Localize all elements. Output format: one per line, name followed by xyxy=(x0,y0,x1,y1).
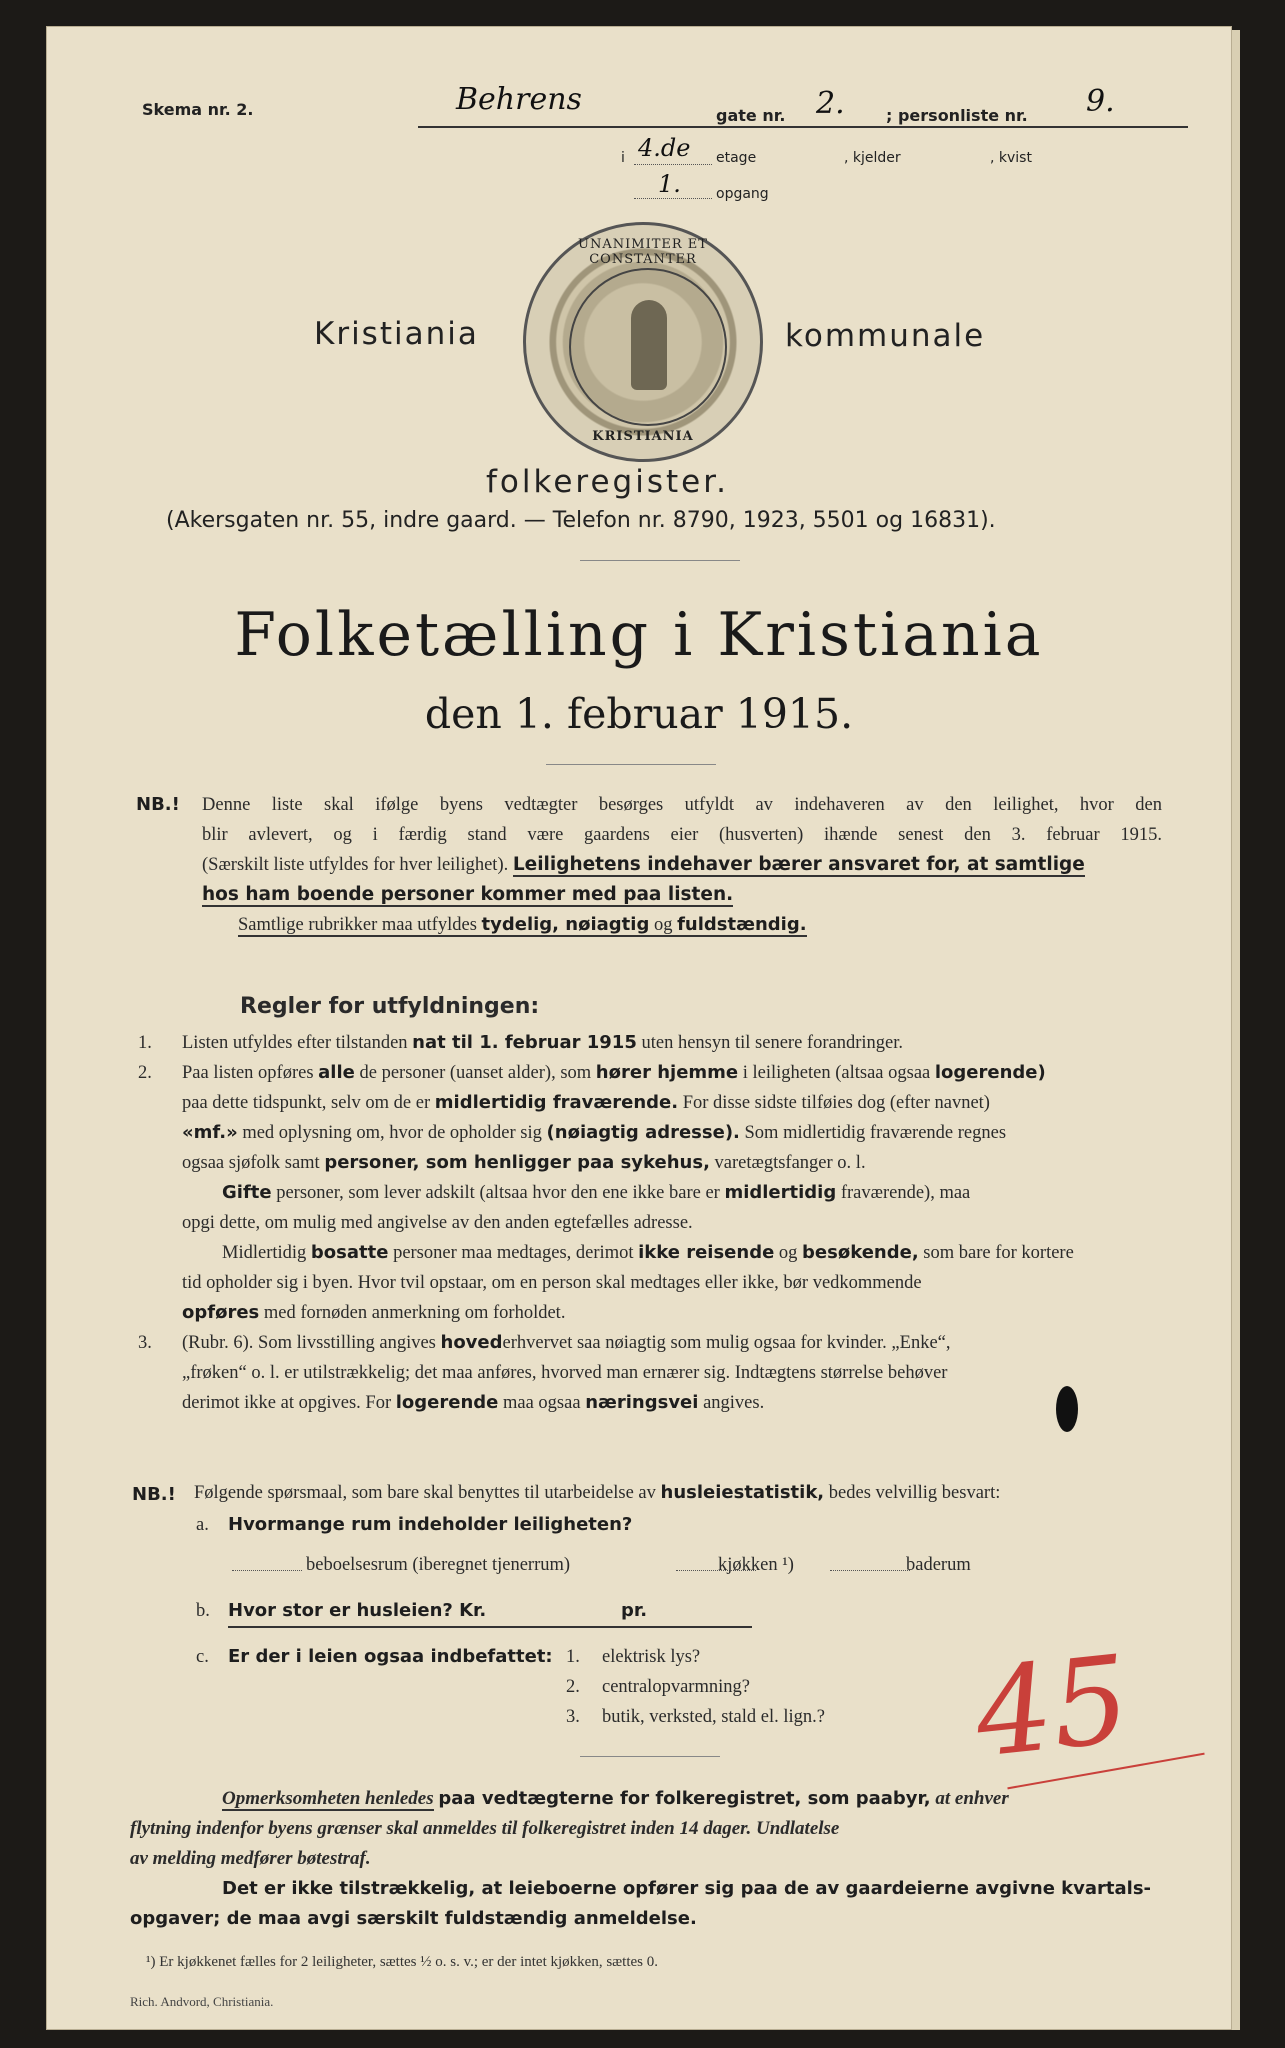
notice-bold: paa vedtægterne for folkeregistret, som paabyr, xyxy=(438,1788,931,1809)
nb1-instruction xyxy=(238,915,807,937)
nb1-label: NB.! xyxy=(136,794,180,815)
rule-emphasis: midlertidig fraværende. xyxy=(434,1092,679,1113)
c-item xyxy=(566,1642,825,1672)
nb2-intro xyxy=(194,1478,1000,1508)
nb2-label: NB.! xyxy=(132,1484,176,1505)
rule-text: maa ogsaa xyxy=(503,1393,581,1413)
c-item-text: elektrisk lys? xyxy=(602,1647,701,1667)
rule-emphasis: hører hjemme xyxy=(595,1062,739,1083)
rule-2-line-4 xyxy=(138,1148,1168,1178)
skema-label: Skema nr. 2. xyxy=(142,100,254,119)
nb1-line: Denne liste skal ifølge byens vedtægter besørges utfyldt av indehaveren av den leilighet, hvor den xyxy=(202,795,1162,815)
rule-emphasis: logerende xyxy=(395,1392,499,1413)
separator xyxy=(546,764,716,765)
street-handwritten: Behrens xyxy=(456,82,582,117)
c-item-text: centralopvarmning? xyxy=(602,1677,750,1697)
gate-label: gate nr. xyxy=(716,106,786,125)
rule-text: Listen utfyldes efter tilstanden xyxy=(182,1033,408,1053)
question-c: Er der i leien ogsaa indbefattet: xyxy=(228,1646,553,1667)
question-b: Hvor stor er husleien? Kr. xyxy=(228,1600,487,1621)
nb1-line: blir avlevert, og i færdig stand være gaardens eier (husverten) ihænde senest den 3. februar 1915. xyxy=(202,825,1162,845)
nb2-emphasis: husleiestatistik, xyxy=(660,1482,825,1503)
rule-text: angives. xyxy=(703,1393,765,1413)
notice-p2-line-1: Det er ikke tilstrækkelig, at leieboerne opfører sig paa de av gaardeierne avgivne kvartals- xyxy=(222,1878,1152,1899)
personliste-number: 9. xyxy=(1086,84,1115,119)
org-left: Kristiania xyxy=(314,316,479,352)
etage-handwritten: 4.de xyxy=(638,134,691,162)
kristiania-seal xyxy=(523,222,763,462)
rule-text: personer maa medtages, derimot xyxy=(393,1243,634,1263)
rent-underline xyxy=(228,1626,752,1628)
rule-emphasis: personer, som henligger paa sykehus, xyxy=(324,1152,710,1173)
ink-blot xyxy=(1056,1386,1078,1432)
rule-2-line-2 xyxy=(138,1088,1168,1118)
notice-line-1 xyxy=(130,1784,1170,1814)
rule-text: erhvervet saa nøiagtig som mulig ogsaa for kvinder. „Enke“, xyxy=(502,1333,951,1353)
a-beboelse: beboelsesrum (iberegnet tjenerrum) xyxy=(306,1555,571,1575)
rule-2-line-7 xyxy=(138,1238,1168,1268)
c-item xyxy=(566,1702,825,1732)
rule-emphasis: logerende) xyxy=(934,1062,1046,1083)
nb1-text-span: og xyxy=(653,915,673,935)
printer-imprint: Rich. Andvord, Christiania. xyxy=(130,1994,274,2009)
rule-2-line-1 xyxy=(138,1058,1168,1088)
rule-text: i leiligheten (altsaa ogsaa xyxy=(742,1063,931,1083)
rule-emphasis: besøkende, xyxy=(802,1242,919,1263)
page-subtitle: den 1. februar 1915. xyxy=(424,690,854,738)
rule-text: med fornøden anmerkning om forholdet. xyxy=(263,1303,566,1323)
nb2-text: bedes velvillig besvart: xyxy=(828,1483,1001,1503)
footnote: ¹) Er kjøkkenet fælles for 2 leiligheter, sættes ½ o. s. v.; er der intet kjøkken, sættes 0. xyxy=(146,1954,658,1970)
red-handwritten-mark: 45 xyxy=(969,1630,1136,1785)
rule-emphasis: (nøiagtig adresse). xyxy=(546,1122,740,1143)
seal-figure-icon xyxy=(631,300,667,390)
seal-emblem xyxy=(569,268,727,426)
notice xyxy=(130,1784,1170,1934)
rule-3-line-1 xyxy=(138,1328,1168,1358)
question-b-pr: pr. xyxy=(621,1600,648,1621)
rule-text: (Rubr. 6). Som livsstilling angives xyxy=(182,1333,436,1353)
rule-2-line-8: tid opholder sig i byen. Hvor tvil opstaar, om en person skal medtages eller ikke, bør vedkommende xyxy=(182,1273,922,1293)
a-baderum-dotline xyxy=(830,1570,910,1571)
rule-text: fraværende), maa xyxy=(840,1183,971,1203)
rule-number: 1. xyxy=(138,1033,152,1053)
rule-text: personer, som lever adskilt (altsaa hvor den ene ikke bare er xyxy=(276,1183,720,1203)
census-form-page xyxy=(46,26,1232,2030)
rule-3-line-2: „frøken“ o. l. er utilstrækkelig; det maa anføres, hvorved man ernærer sig. Indtægtens størrelse behøver xyxy=(182,1363,948,1383)
nb1-emphasis: Leilighetens indehaver bærer ansvaret for, at samtlige xyxy=(512,854,1085,875)
rule-text: For disse sidste tilføies dog (efter navnet) xyxy=(682,1093,990,1113)
rule-text: og xyxy=(778,1243,798,1263)
a-kjokken: kjøkken ¹) xyxy=(718,1555,794,1575)
nb1-line-3 xyxy=(202,850,1162,880)
org-register: folkeregister. xyxy=(486,464,729,500)
rule-emphasis: næringsvei xyxy=(585,1392,699,1413)
question-b-letter: b. xyxy=(196,1601,210,1621)
rule-text: som bare for kortere xyxy=(923,1243,1074,1263)
personliste-label: ; personliste nr. xyxy=(886,106,1028,125)
org-right: kommunale xyxy=(785,318,986,354)
rule-text: paa dette tidspunkt, selv om de er xyxy=(182,1093,431,1113)
nb1-emphasis: hos ham boende personer kommer med paa listen. xyxy=(202,884,734,905)
separator xyxy=(580,560,740,561)
i-label: i xyxy=(621,150,625,166)
rule-number: 2. xyxy=(138,1063,152,1083)
c-item-text: butik, verksted, stald el. lign.? xyxy=(602,1707,825,1727)
separator xyxy=(580,1756,720,1757)
rule-text: derimot ikke at opgives. For xyxy=(182,1393,392,1413)
rule-emphasis: nat til 1. februar 1915 xyxy=(412,1032,637,1053)
c-item-number: 2. xyxy=(566,1677,580,1697)
rule-emphasis: hoved xyxy=(440,1332,503,1353)
rule-2-line-9 xyxy=(138,1298,1168,1328)
nb1-emphasis: fuldstændig. xyxy=(677,914,807,935)
etage-label: etage xyxy=(716,150,757,166)
a-baderum: baderum xyxy=(906,1555,971,1575)
opgang-handwritten: 1. xyxy=(658,170,681,198)
c-item xyxy=(566,1672,825,1702)
rule-emphasis: alle xyxy=(318,1062,355,1083)
kjelder-label: , kjelder xyxy=(844,150,901,166)
notice-line-2: flytning indenfor byens grænser skal anmeldes til folkeregistret inden 14 dager. Undlatelse xyxy=(130,1818,840,1839)
seal-text-bottom: KRISTIANIA xyxy=(592,429,694,444)
nb2-text: Følgende spørsmaal, som bare skal benyttes til utarbeidelse av xyxy=(194,1483,656,1503)
gate-number: 2. xyxy=(816,86,845,121)
rule-text: Midlertidig xyxy=(222,1243,307,1263)
nb1-emphasis: tydelig, nøiagtig xyxy=(481,914,650,935)
rule-emphasis: ikke reisende xyxy=(638,1242,775,1263)
rule-text: de personer (uanset alder), som xyxy=(359,1063,592,1083)
rule-1 xyxy=(138,1028,1168,1058)
kvist-label: , kvist xyxy=(990,150,1032,166)
opgang-label: opgang xyxy=(716,186,769,202)
rule-emphasis: «mf.» xyxy=(182,1122,238,1143)
rule-text: Paa listen opføres xyxy=(182,1063,314,1083)
rule-emphasis: Gifte xyxy=(222,1182,272,1203)
question-a: Hvormange rum indeholder leiligheten? xyxy=(228,1514,633,1535)
rule-text: med oplysning om, hvor de opholder sig xyxy=(242,1123,542,1143)
notice-p2-line-2: opgaver; de maa avgi særskilt fuldstændig anmeldelse. xyxy=(130,1908,697,1929)
question-c-items xyxy=(566,1642,825,1732)
rule-2-line-3 xyxy=(138,1118,1168,1148)
rule-emphasis: midlertidig xyxy=(724,1182,837,1203)
rule-emphasis: bosatte xyxy=(310,1242,389,1263)
rule-3-line-3 xyxy=(138,1388,1168,1418)
etage-dotline xyxy=(634,164,712,165)
rule-text: Som midlertidig fraværende regnes xyxy=(744,1123,1007,1143)
rule-text: ogsaa sjøfolk samt xyxy=(182,1153,320,1173)
nb1-line-4 xyxy=(202,880,1162,910)
header-underline xyxy=(418,126,1188,128)
notice-line-3: av melding medfører bøtestraf. xyxy=(130,1848,371,1869)
rules-heading: Regler for utfyldningen: xyxy=(240,994,540,1019)
rule-2-line-6: opgi dette, om mulig med angivelse av den anden egtefælles adresse. xyxy=(182,1213,693,1233)
nb1-line-5 xyxy=(202,910,1162,940)
opgang-dotline xyxy=(634,198,712,199)
nb1-text xyxy=(202,790,1162,940)
rules-list xyxy=(138,1028,1168,1418)
page-title: Folketælling i Kristiania xyxy=(234,600,1044,670)
seal-text-top: UNANIMITER ET CONSTANTER xyxy=(578,237,708,267)
c-item-number: 3. xyxy=(566,1707,580,1727)
rule-emphasis: opføres xyxy=(182,1302,260,1323)
notice-italic: at enhver xyxy=(935,1788,1009,1809)
rule-text: uten hensyn til senere forandringer. xyxy=(641,1033,903,1053)
rule-text: varetægtsfanger o. l. xyxy=(714,1153,866,1173)
nb1-text-span: (Særskilt liste utfyldes for hver leilighet). xyxy=(202,855,509,875)
nb1-text-span: Samtlige rubrikker maa utfyldes xyxy=(238,915,477,935)
question-c-letter: c. xyxy=(196,1647,209,1667)
rule-number: 3. xyxy=(138,1333,152,1353)
org-address: (Akersgaten nr. 55, indre gaard. — Telefon nr. 8790, 1923, 5501 og 16831). xyxy=(166,508,996,533)
question-a-letter: a. xyxy=(196,1515,209,1535)
a-beboelse-dotline xyxy=(232,1570,302,1571)
notice-italic: Opmerksomheten henledes xyxy=(222,1788,434,1809)
rule-2-line-5 xyxy=(138,1178,1168,1208)
c-item-number: 1. xyxy=(566,1647,580,1667)
